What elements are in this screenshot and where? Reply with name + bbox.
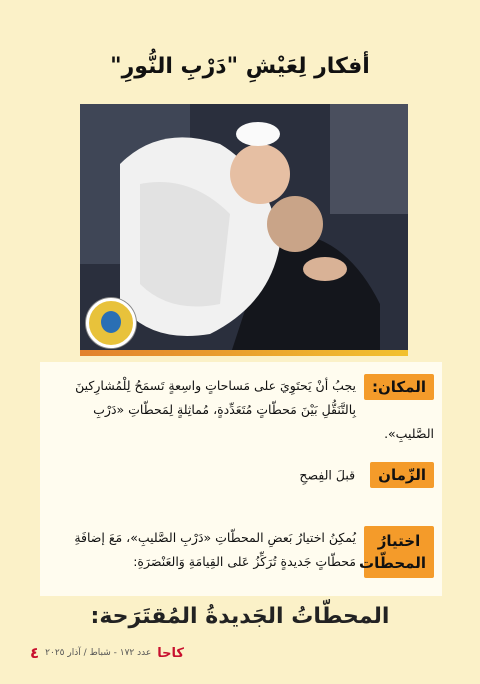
time-text: قبلَ الفِصحِ — [299, 467, 356, 483]
place-text: يجبُ أنْ يَحتَوِيَ على مَساحاتٍ واسِعةٍ تَسمَحُ لِلْمُشارِكينَ بِالتَّنَقُّلِ بَيْنَ مَحطّاتٍ مُتَعَدِّدةٍ، مُماثِلةٍ لِمَحطّاتِ «دَرْبِ الصَّليبِ». — [75, 378, 434, 441]
stations-text: يُمكِنُ اختيارُ بَعضِ المحطّاتِ «دَرْبِ الصَّليبِ»، مَعَ إضافَةِ مَحطّاتٍ جَديدةٍ تُرَكِّزُ عَلى القِيامَةِ وَالعَنْصَرَةِ: — [74, 530, 356, 569]
jubilee-logo-icon — [86, 298, 136, 348]
place-section — [48, 374, 434, 446]
brand-logo: كاحا — [157, 645, 184, 661]
page-title: أفكار لِعَيْشِ "دَرْبِ النُّورِ" — [110, 54, 370, 79]
issue-info: عدد ١٧٢ - شباط / آذار ٢٠٢٥ — [45, 648, 152, 658]
stations-section — [48, 526, 434, 578]
stations-label: اختيارُ المحطّات — [364, 526, 434, 578]
photo — [80, 104, 408, 356]
time-section — [48, 462, 434, 488]
content-panel — [40, 362, 442, 596]
section-subtitle: المحطّاتُ الجَديدةُ المُقتَرَحة: — [90, 604, 390, 629]
page-number: ٤ — [30, 644, 40, 662]
place-label: المكان: — [364, 374, 434, 400]
time-label: الزّمان — [370, 462, 434, 488]
footer — [30, 644, 184, 662]
color-strip — [80, 350, 408, 356]
